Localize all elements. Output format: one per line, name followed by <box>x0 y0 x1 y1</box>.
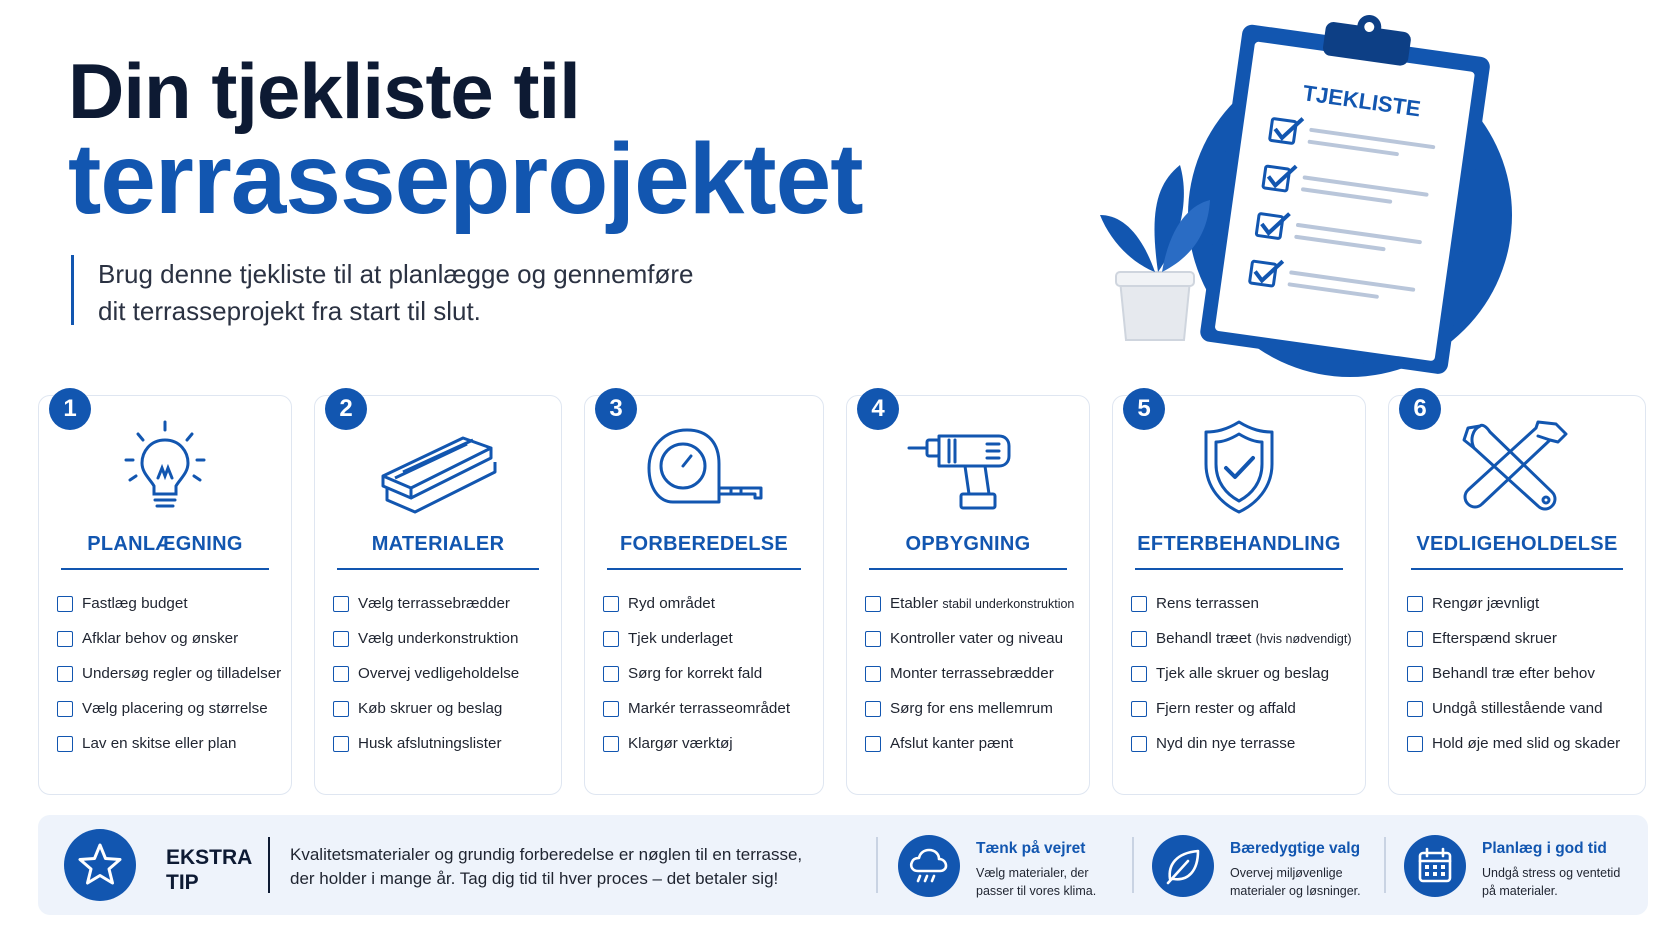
checklist-item-label: Overvej vedligeholdelse <box>358 665 520 682</box>
checkbox[interactable] <box>57 631 73 647</box>
divider <box>876 837 878 893</box>
checklist-item-label: Husk afslutningslister <box>358 735 502 752</box>
subtitle-line2: dit terrasseprojekt fra start til slut. <box>98 296 481 326</box>
checklist-item[interactable] <box>603 691 817 726</box>
checklist-item-label: Markér terrasseområdet <box>628 700 791 717</box>
extra-tip-heading <box>166 845 252 895</box>
lightbulb-icon <box>100 418 230 518</box>
checklist-item-label: Rens terrassen <box>1156 595 1259 612</box>
checkbox[interactable] <box>1131 701 1147 717</box>
checklist-item[interactable] <box>57 586 285 621</box>
checkbox[interactable] <box>603 596 619 612</box>
card-title: FORBEREDELSE <box>619 533 789 555</box>
checklist-item[interactable] <box>865 656 1083 691</box>
checklist-item-label: Hold øje med slid og skader <box>1432 735 1621 752</box>
wrench-screwdriver-icon <box>1452 418 1582 518</box>
checkbox[interactable] <box>1407 701 1423 717</box>
divider <box>337 568 539 570</box>
card-title: PLANLÆGNING <box>87 533 243 555</box>
checklist-item-label: Etabler <box>890 595 939 612</box>
tip-body-line2: materialer og løsninger. <box>1230 884 1361 898</box>
checklist-item-label: Vælg terrassebrædder <box>358 595 510 612</box>
card-title: VEDLIGEHOLDELSE <box>1416 533 1618 555</box>
page-title-line1: Din tjekliste til <box>68 47 580 135</box>
checklist-item-label: Behandl træ efter behov <box>1432 665 1595 682</box>
drill-icon <box>903 418 1033 518</box>
checklist-item-note: (hvis nødvendigt) <box>1255 631 1352 646</box>
tip-body-line2: passer til vores klima. <box>976 884 1097 898</box>
checklist-item-label: Undersøg regler og tilladelser <box>82 665 282 682</box>
checklist-item-label: Tjek alle skruer og beslag <box>1156 665 1330 682</box>
checkbox[interactable] <box>57 701 73 717</box>
extra-tip-text <box>290 843 850 891</box>
checklist-item[interactable] <box>333 726 555 761</box>
checklist-item-label: Vælg underkonstruktion <box>358 630 519 647</box>
checklist-item-label: Fastlæg budget <box>82 595 188 612</box>
clipboard-icon <box>1199 0 1495 375</box>
checkbox[interactable] <box>865 666 881 682</box>
checklist <box>1407 586 1639 761</box>
checklist <box>57 586 285 761</box>
checklist-item[interactable] <box>1407 656 1639 691</box>
card-title: EFTERBEHANDLING <box>1137 533 1341 555</box>
card-planlaegning <box>38 395 292 795</box>
divider <box>61 568 269 570</box>
checklist-item-label: Sørg for korrekt fald <box>628 665 763 682</box>
card-title: OPBYGNING <box>905 533 1031 555</box>
clipboard-illustration <box>1080 0 1560 400</box>
checklist-item[interactable] <box>57 691 285 726</box>
checklist-item[interactable] <box>333 621 555 656</box>
checklist-item-label: Klargør værktøj <box>628 735 733 752</box>
tip-body-line1: Undgå stress og ventetid <box>1482 866 1621 880</box>
checklist-item-note: stabil underkonstruktion <box>942 596 1075 611</box>
checklist-item[interactable] <box>1131 586 1359 621</box>
checkbox[interactable] <box>1407 596 1423 612</box>
checklist-item[interactable] <box>603 586 817 621</box>
checklist-item-label: Rengør jævnligt <box>1432 595 1540 612</box>
extra-tip-heading-line2: TIP <box>166 871 199 894</box>
tip-body-line2: på materialer. <box>1482 884 1558 898</box>
checklist-item[interactable] <box>865 726 1083 761</box>
checklist-item-label: Undgå stillestående vand <box>1432 700 1603 717</box>
extra-tip-text-line1: Kvalitetsmaterialer og grundig forberedelse er nøglen til en terrasse, <box>290 845 803 864</box>
extra-tip-text-line2: der holder i mange år. Tag dig tid til hver proces – det betaler sig! <box>290 869 779 888</box>
checklist-item[interactable] <box>1407 726 1639 761</box>
step-badge: 3 <box>595 388 637 430</box>
tip-body <box>1230 864 1390 900</box>
calendar-icon <box>1404 835 1466 897</box>
checklist-item-label: Behandl træet <box>1156 630 1252 647</box>
shield-check-icon <box>1174 418 1304 518</box>
checkbox[interactable] <box>603 701 619 717</box>
step-badge: 4 <box>857 388 899 430</box>
clipboard-label: TJEKLISTE <box>1301 80 1423 122</box>
tip-title: Bæredygtige valg <box>1230 840 1361 857</box>
card-forberedelse <box>584 395 824 795</box>
card-title: MATERIALER <box>371 533 505 555</box>
checklist-item-label: Afklar behov og ønsker <box>82 630 239 647</box>
checkbox[interactable] <box>333 631 349 647</box>
extra-tip-heading-line1: EKSTRA <box>166 846 253 869</box>
checkbox[interactable] <box>865 631 881 647</box>
checklist-item-label: Kontroller vater og niveau <box>890 630 1064 647</box>
checklist-item[interactable] <box>57 621 285 656</box>
tape-measure-icon <box>639 418 769 518</box>
step-badge: 1 <box>49 388 91 430</box>
checkbox[interactable] <box>603 631 619 647</box>
divider <box>1135 568 1343 570</box>
checklist-item[interactable] <box>57 656 285 691</box>
checklist-item-label: Ryd området <box>628 595 715 612</box>
tip-body <box>1482 864 1642 900</box>
extra-tip-banner <box>38 815 1648 915</box>
subtitle <box>98 256 818 330</box>
card-materialer <box>314 395 562 795</box>
planks-icon <box>373 418 503 518</box>
checklist-item-label: Efterspænd skruer <box>1432 630 1557 647</box>
checkbox[interactable] <box>1131 736 1147 752</box>
checklist-item-label: Sørg for ens mellemrum <box>890 700 1053 717</box>
card-efterbehandling <box>1112 395 1366 795</box>
checklist-item[interactable] <box>333 656 555 691</box>
checklist-item[interactable] <box>57 726 285 761</box>
subtitle-accent-bar <box>71 255 74 325</box>
checkbox[interactable] <box>333 701 349 717</box>
checkbox[interactable] <box>1407 666 1423 682</box>
tip-body-line1: Overvej miljøvenlige <box>1230 866 1343 880</box>
leaf-icon <box>1152 835 1214 897</box>
checklist-item[interactable] <box>865 586 1083 621</box>
checklist-item-label: Lav en skitse eller plan <box>82 735 237 752</box>
checklist-item[interactable] <box>1407 621 1639 656</box>
checklist-item-label: Fjern rester og affald <box>1156 700 1296 717</box>
checklist <box>865 586 1083 761</box>
checklist-item-label: Monter terrassebrædder <box>890 665 1054 682</box>
checklist-item[interactable] <box>1131 656 1359 691</box>
star-icon <box>64 829 136 901</box>
tip-body-line1: Vælg materialer, der <box>976 866 1089 880</box>
checklist-item[interactable] <box>865 691 1083 726</box>
checklist-item[interactable] <box>333 586 555 621</box>
checklist-item-label: Nyd din nye terrasse <box>1156 735 1296 752</box>
tip-title: Planlæg i god tid <box>1482 840 1607 857</box>
step-badge: 5 <box>1123 388 1165 430</box>
checklist-item-label: Køb skruer og beslag <box>358 700 503 717</box>
subtitle-line1: Brug denne tjekliste til at planlægge og gennemføre <box>98 259 694 289</box>
checklist <box>1131 586 1359 761</box>
checkbox[interactable] <box>1131 596 1147 612</box>
divider <box>1411 568 1623 570</box>
tip-body <box>976 864 1136 900</box>
checkbox[interactable] <box>1131 631 1147 647</box>
checklist-item[interactable] <box>603 726 817 761</box>
step-badge: 2 <box>325 388 367 430</box>
checkbox[interactable] <box>57 736 73 752</box>
divider <box>869 568 1067 570</box>
checklist-item[interactable] <box>1131 726 1359 761</box>
checkbox[interactable] <box>333 596 349 612</box>
checklist-item[interactable] <box>865 621 1083 656</box>
divider <box>268 837 270 893</box>
checkbox[interactable] <box>865 736 881 752</box>
checklist-item-label: Tjek underlaget <box>628 630 733 647</box>
checklist-item[interactable] <box>333 691 555 726</box>
checklist <box>603 586 817 761</box>
step-badge: 6 <box>1399 388 1441 430</box>
checkbox[interactable] <box>1407 736 1423 752</box>
checklist-item[interactable] <box>603 621 817 656</box>
checklist-item-label: Vælg placering og størrelse <box>82 700 268 717</box>
checklist-item[interactable] <box>1407 586 1639 621</box>
card-opbygning <box>846 395 1090 795</box>
checkbox[interactable] <box>57 666 73 682</box>
page-title-line2: terrasseprojektet <box>68 123 863 235</box>
checkbox[interactable] <box>57 596 73 612</box>
tip-title: Tænk på vejret <box>976 840 1086 857</box>
checklist-item[interactable] <box>1407 691 1639 726</box>
checkbox[interactable] <box>1407 631 1423 647</box>
checkbox[interactable] <box>333 666 349 682</box>
card-vedligeholdelse <box>1388 395 1646 795</box>
checklist-item[interactable] <box>1131 621 1359 656</box>
checkbox[interactable] <box>603 736 619 752</box>
cloud-rain-icon <box>898 835 960 897</box>
checkbox[interactable] <box>865 596 881 612</box>
divider <box>1132 837 1134 893</box>
checklist <box>333 586 555 761</box>
divider <box>607 568 801 570</box>
checkbox[interactable] <box>1131 666 1147 682</box>
checkbox[interactable] <box>865 701 881 717</box>
checklist-item[interactable] <box>603 656 817 691</box>
divider <box>1384 837 1386 893</box>
checklist-item[interactable] <box>1131 691 1359 726</box>
checkbox[interactable] <box>333 736 349 752</box>
checklist-item-label: Afslut kanter pænt <box>890 735 1014 752</box>
checkbox[interactable] <box>603 666 619 682</box>
